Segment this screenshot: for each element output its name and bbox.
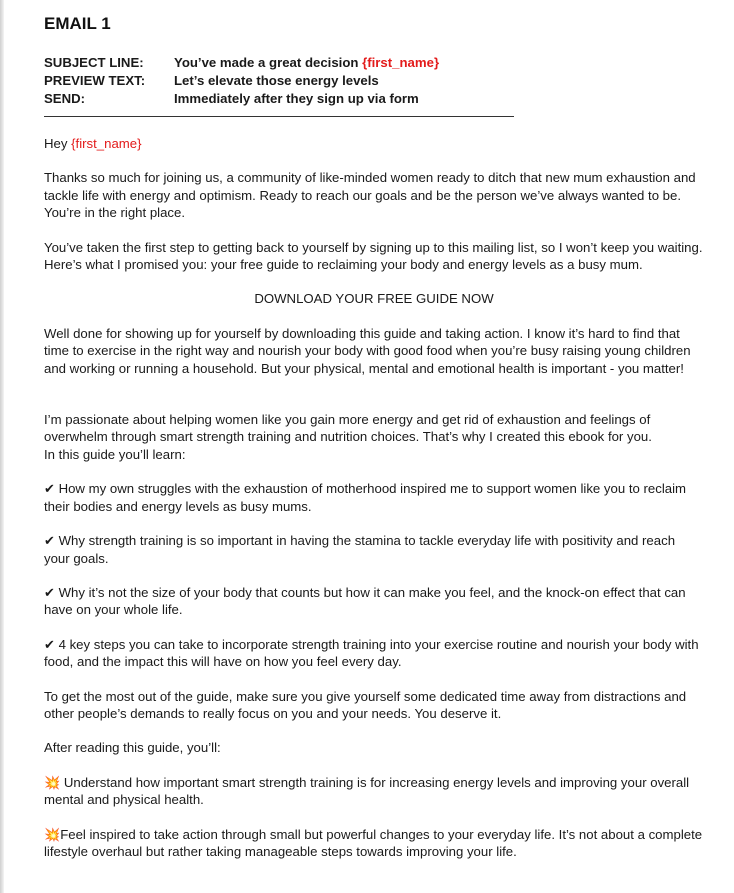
learn-heading: In this guide you’ll learn:: [44, 446, 186, 462]
greeting-token: {first_name}: [71, 136, 142, 151]
preview-row: [44, 72, 704, 90]
collision-icon: 💥: [44, 826, 61, 842]
greeting: [44, 135, 704, 152]
list-item: [44, 480, 704, 515]
subject-label: SUBJECT LINE:: [44, 55, 144, 70]
send-row: [44, 90, 704, 108]
list-item: [44, 532, 704, 567]
email-document: [44, 14, 704, 860]
learn-item-text: How my own struggles with the exhaustion of motherhood inspired me to support women like you to reclaim their bodies and energy levels as busy mums.: [44, 481, 687, 514]
greeting-text: Hey: [44, 136, 72, 151]
preview-text: Let’s elevate those energy levels: [174, 73, 379, 88]
paragraph-get-most: To get the most out of the guide, make sure you give yourself some dedicated time away from distractions and other people’s demands to really focus on you and your needs. You deserve it.: [44, 688, 687, 721]
list-item: [44, 774, 704, 809]
subject-row: [44, 54, 704, 72]
collision-icon: 💥: [44, 774, 61, 790]
paragraph-passionate: I’m passionate about helping women like you gain more energy and get rid of exhaustion and feelings of overwhelm through smart strength training and nutrition choices. That’s why I created this ebook for you.: [44, 412, 652, 445]
paragraph-first-step: You’ve taken the first step to getting back to yourself by signing up to this mailing list, so I won’t keep you waiting. Here’s what I promised you: your free guide to reclaiming your body and energy levels as a busy mum.: [44, 239, 703, 273]
list-item: [44, 826, 704, 861]
checkmark-icon: ✔: [44, 584, 55, 600]
checkmark-icon: ✔: [44, 636, 55, 652]
subject-token: {first_name}: [362, 55, 440, 70]
after-item-text: Understand how important smart strength training is for increasing energy levels and improving your overall mental and physical health.: [44, 774, 690, 808]
after-item-text: Feel inspired to take action through small but powerful changes to your everyday life. It’s not about a complete lifestyle overhaul but rather taking manageable steps towards improving your life.: [44, 826, 703, 859]
email-title: EMAIL 1: [44, 14, 111, 33]
learn-item-text: Why strength training is so important in having the stamina to tackle everyday life with positivity and reach your goals.: [44, 533, 676, 566]
checkmark-icon: ✔: [44, 533, 55, 549]
send-label: SEND:: [44, 91, 86, 106]
divider: [44, 116, 514, 117]
learn-item-text: 4 key steps you can take to incorporate strength training into your exercise routine and nourish your body with food, and the impact this will have on how you feel every day.: [44, 636, 699, 670]
list-item: [44, 584, 704, 619]
email-meta: [44, 54, 704, 108]
list-item: [44, 636, 704, 671]
subject-text: You’ve made a great decision: [174, 55, 363, 70]
paragraph-welcome: Thanks so much for joining us, a community of like-minded women ready to ditch that new mum exhaustion and tackle life with energy and optimism. Ready to reach our goals and be the person we’ve always wanted to be. You’re in the right place.: [44, 170, 696, 221]
learn-item-text: Why it’s not the size of your body that counts but how it can make you feel, and the knock-on effect that can have on your whole life.: [44, 584, 686, 618]
page-edge: [0, 0, 4, 893]
checkmark-icon: ✔: [44, 481, 55, 497]
preview-label: PREVIEW TEXT:: [44, 73, 146, 88]
send-text: Immediately after they sign up via form: [174, 91, 419, 106]
after-heading: After reading this guide, you’ll:: [44, 740, 221, 756]
download-guide-cta[interactable]: DOWNLOAD YOUR FREE GUIDE NOW: [254, 291, 494, 307]
paragraph-well-done: Well done for showing up for yourself by downloading this guide and taking action. I know it’s hard to find that time to exercise in the right way and nourish your body with good food when you’re busy raising young children and working or running a household. But your physical, mental and emotional health is important - you matter!: [44, 325, 691, 376]
subject-value: [174, 54, 439, 72]
